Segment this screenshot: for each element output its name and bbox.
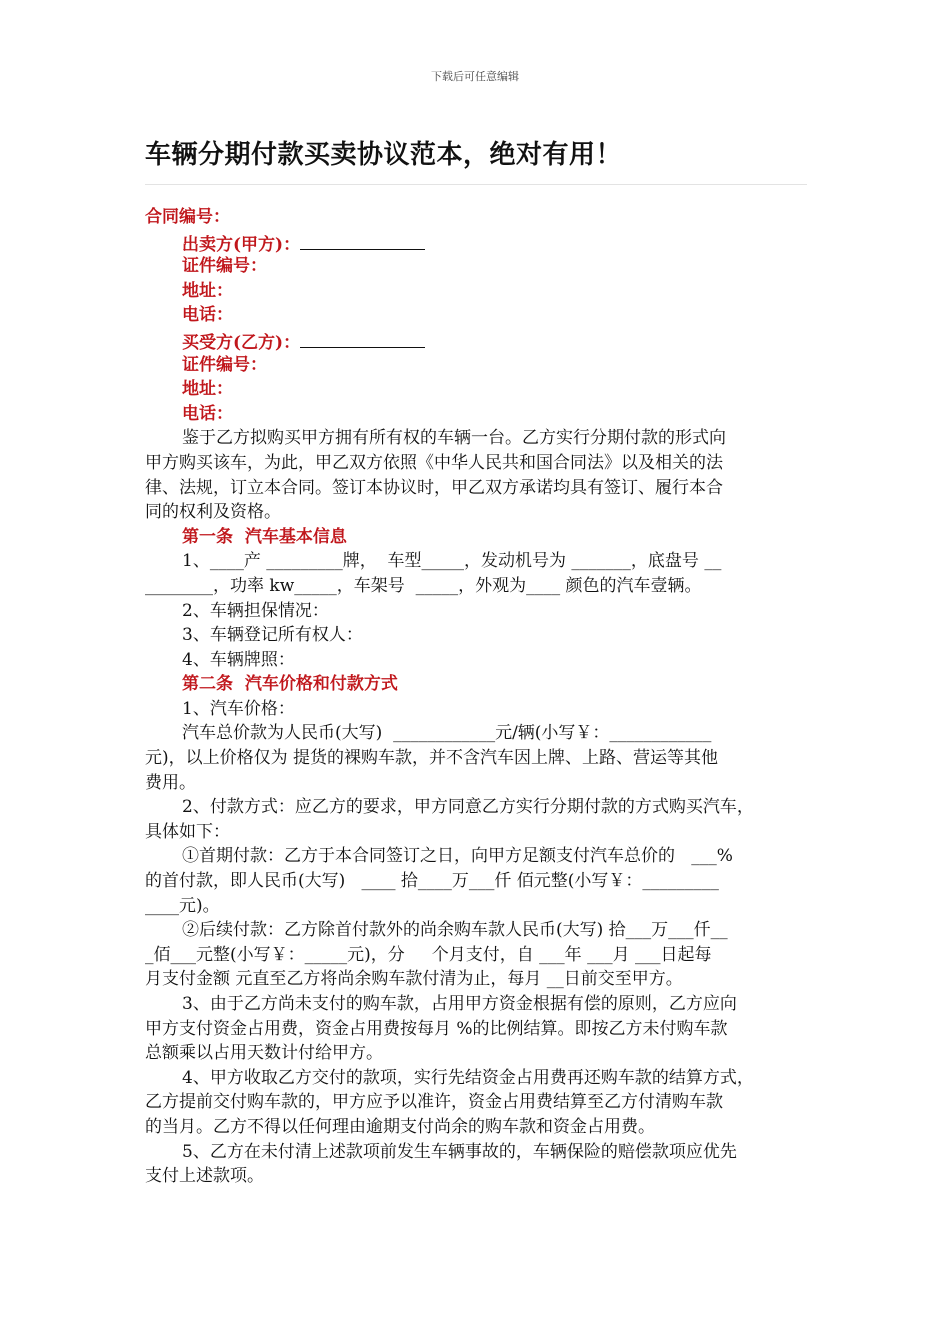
document-body	[145, 205, 807, 1189]
article1-line: 3、车辆登记所有权人：	[182, 625, 363, 646]
buyer-address-label: 地址：	[182, 379, 233, 400]
article2-line: 的当月。乙方不得以任何理由逾期支付尚余的购车款和资金占用费。	[145, 1116, 655, 1137]
article2-line: 乙方提前交付购车款的，甲方应予以准许，资金占用费结算至乙方付清购车款	[145, 1092, 723, 1113]
seller-address-label: 地址：	[182, 280, 233, 301]
article1-line: 4、车辆牌照：	[182, 649, 295, 670]
article2-line: 4、甲方收取乙方交付的款项，实行先结资金占用费再还购车款的结算方式，	[182, 1067, 754, 1088]
article2-line: ②后续付款：乙方除首付款外的尚余购车款人民币(大写) 拾___万___仟__	[182, 920, 728, 941]
article2-line: ①首期付款：乙方于本合同签订之日，向甲方足额支付汽车总价的 ___%	[182, 846, 733, 867]
article2-line: 月支付金额 元直至乙方将尚余购车款付清为止，每月 __日前交至甲方。	[145, 969, 683, 990]
seller-label: 出卖方(甲方)：	[182, 234, 301, 255]
intro-line: 同的权利及资格。	[145, 502, 281, 523]
buyer-label: 买受方(乙方)：	[182, 332, 301, 353]
intro-line: 律、法规，订立本合同。签订本协议时，甲乙双方承诺均具有签订、履行本合	[145, 477, 723, 498]
article2-line: 5、乙方在未付清上述款项前发生车辆事故的，车辆保险的赔偿款项应优先	[182, 1141, 737, 1162]
intro-line: 鉴于乙方拟购买甲方拥有所有权的车辆一台。乙方实行分期付款的形式向	[182, 428, 726, 449]
article2-line: 3、由于乙方尚未支付的购车款，占用甲方资金根据有偿的原则，乙方应向	[182, 994, 737, 1014]
seller-id-label: 证件编号：	[182, 256, 267, 277]
contract-number-label: 合同编号：	[145, 207, 230, 227]
page-title: 车辆分期付款买卖协议范本，绝对有用！	[145, 140, 623, 170]
article2-line: 2、付款方式：应乙方的要求，甲方同意乙方实行分期付款的方式购买汽车，	[182, 797, 754, 818]
article2-line: 汽车总价款为人民币(大写) ____________元/辆(小写￥：____________	[182, 723, 712, 744]
article1-line: 2、车辆担保情况：	[182, 600, 329, 621]
article2-line: 元)，以上价格仅为 提货的裸购车款，并不含汽车因上牌、上路、营运等其他	[145, 748, 719, 769]
article1-line: ________，功率 kw_____，车架号 _____，外观为____ 颜色的汽车壹辆。	[145, 575, 702, 596]
seller-blank	[300, 230, 425, 250]
article2-line: ____元)。	[145, 895, 220, 916]
seller-field	[145, 230, 807, 255]
article2-line: _佰___元整(小写￥：_____元)，分 个月支付，自 ___年 ___月 ___日起每	[145, 944, 712, 965]
article1-heading: 第一条 汽车基本信息	[182, 526, 347, 547]
buyer-field	[145, 328, 807, 353]
article2-line: 的首付款，即人民币(大写) ____ 拾____万___仟 佰元整(小写￥：_________	[145, 871, 719, 892]
title-divider	[145, 184, 807, 185]
buyer-id-label: 证件编号：	[182, 354, 267, 375]
article2-line: 1、汽车价格：	[182, 698, 295, 719]
article2-line: 费用。	[145, 772, 196, 793]
article2-heading: 第二条 汽车价格和付款方式	[182, 674, 398, 695]
buyer-blank	[300, 328, 425, 348]
intro-line: 甲方购买该车，为此，甲乙双方依照《中华人民共和国合同法》以及相关的法	[145, 452, 723, 473]
article2-line: 甲方支付资金占用费，资金占用费按每月 %的比例结算。即按乙方未付购车款	[145, 1018, 728, 1039]
article2-line: 总额乘以占用天数计付给甲方。	[145, 1043, 383, 1064]
buyer-phone-label: 电话：	[182, 403, 233, 424]
header-note: 下载后可任意编辑	[431, 70, 519, 83]
article2-line: 具体如下：	[145, 821, 230, 842]
article2-line: 支付上述款项。	[145, 1166, 264, 1187]
seller-phone-label: 电话：	[182, 305, 233, 326]
article1-line: 1、____产 _________牌， 车型_____，发动机号为 _______，底盘号 __	[182, 551, 722, 572]
